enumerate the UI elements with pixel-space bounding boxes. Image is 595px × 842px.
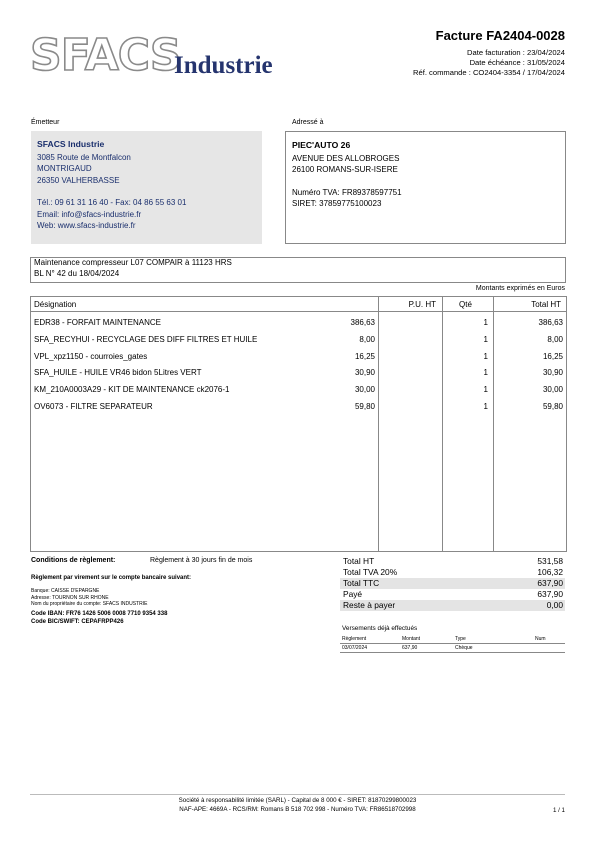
logo-sfacs-text: SFACS	[30, 30, 181, 81]
table-cell-qte: 1	[483, 351, 488, 361]
emitter-web[interactable]: Web: www.sfacs-industrie.fr	[37, 221, 136, 231]
recipient-tva: Numéro TVA: FR89378597751	[292, 187, 402, 197]
column-divider	[378, 297, 379, 551]
recipient-box	[285, 131, 566, 244]
payments-table	[340, 635, 565, 653]
payments-header-num: Num	[535, 636, 546, 642]
table-cell-total: 30,00	[542, 385, 563, 395]
payments-title: Versements déjà effectués	[342, 625, 418, 632]
table-header	[31, 297, 566, 312]
totals-row	[340, 589, 565, 600]
emitter-box	[31, 131, 262, 244]
payments-cell-type: Chèque	[455, 645, 473, 651]
company-logo	[30, 30, 290, 86]
table-cell-total: 386,63	[538, 318, 563, 327]
payments-cell-reglement: 03/07/2024	[342, 645, 368, 651]
emitter-address3: 26350 VALHERBASSE	[37, 175, 120, 185]
table-cell-qte: 1	[483, 368, 488, 378]
invoice-title: Facture FA2404-0028	[435, 28, 565, 43]
column-divider	[442, 297, 443, 551]
totals-value: 106,32	[537, 567, 563, 577]
date-echeance: Date échéance : 31/05/2024	[469, 58, 565, 67]
logo-industrie-text: Industrie	[174, 52, 273, 79]
date-facturation: Date facturation : 23/04/2024	[467, 48, 565, 57]
emitter-address1: 3085 Route de Montfalcon	[37, 153, 131, 162]
table-cell-total: 16,25	[542, 351, 563, 361]
header-pu: P.U. HT	[408, 300, 436, 309]
table-cell-total: 59,80	[542, 402, 563, 411]
header-qte: Qté	[459, 300, 472, 309]
iban: Code IBAN: FR76 1426 5006 0008 7710 9354 338	[31, 611, 168, 617]
totals-row	[340, 567, 565, 578]
payments-header-reglement: Règlement	[342, 636, 367, 642]
emitter-label: Émetteur	[31, 119, 60, 126]
table-cell-designation: VPL_xpz1150 - courroies_gates	[34, 351, 148, 361]
bank-details	[31, 588, 147, 608]
table-cell-pu: 386,63	[350, 318, 375, 327]
totals-row	[340, 556, 565, 567]
emitter-email[interactable]: Email: info@sfacs-industrie.fr	[37, 209, 142, 219]
totals-row	[340, 578, 565, 589]
payments-body	[340, 644, 565, 652]
recipient-siret: SIRET: 37859775100023	[292, 199, 382, 209]
emitter-address2: MONTRIGAUD	[37, 164, 92, 174]
footer-line2: NAF-APE: 4669A - RCS/RM: Romans B 518 702 998 - Numéro TVA: FR86518702998	[179, 806, 416, 813]
header-designation: Désignation	[34, 300, 77, 309]
totals-row	[340, 600, 565, 611]
bank-address: Adresse: TOURNON SUR RHONE	[31, 594, 109, 601]
emitter-phone: Tél.: 09 61 31 16 40 - Fax: 04 86 55 63 01	[37, 198, 187, 208]
totals-value: 637,90	[537, 589, 563, 599]
conditions-label: Conditions de règlement:	[31, 557, 116, 564]
table-cell-qte: 1	[483, 318, 488, 327]
table-cell-pu: 59,80	[354, 402, 375, 411]
totals-table	[340, 556, 565, 611]
totals-label: Total TTC	[343, 578, 380, 588]
bank-codes	[31, 610, 167, 626]
currency-note: Montants exprimés en Euros	[475, 285, 565, 292]
totals-label: Payé	[343, 589, 363, 599]
table-cell-designation: SFA_RECYHUI - RECYCLAGE DES DIFF FILTRES ET HUILE	[34, 334, 258, 344]
maintenance-line1: Maintenance compresseur L07 COMPAIR à 11123 HRS	[34, 258, 232, 267]
virement-label: Règlement par virement sur le compte bancaire suivant:	[31, 575, 192, 581]
payments-row	[340, 644, 565, 652]
items-table	[30, 296, 567, 552]
table-cell-qte: 1	[483, 334, 488, 344]
table-cell-designation: KM_210A0003A29 - KIT DE MAINTENANCE ck2076-1	[34, 385, 230, 395]
table-cell-designation: SFA_HUILE - HUILE VR46 bidon 5Litres VERT	[34, 368, 202, 378]
table-cell-pu: 30,00	[354, 385, 375, 395]
recipient-name: PIEC'AUTO 26	[292, 140, 351, 150]
payments-header	[340, 635, 565, 644]
maintenance-line2: BL N° 42 du 18/04/2024	[34, 268, 120, 278]
table-cell-pu: 16,25	[354, 351, 375, 361]
totals-label: Total HT	[343, 556, 375, 566]
totals-value: 0,00	[546, 600, 563, 610]
payments-cell-montant: 637,90	[402, 645, 418, 651]
recipient-address2: 26100 ROMANS-SUR-ISERE	[292, 165, 398, 175]
ref-commande: Réf. commande : CO2404-3354 / 17/04/2024	[413, 68, 565, 77]
payments-header-type: Type	[455, 636, 466, 642]
footer-divider	[30, 794, 565, 795]
conditions-value: Règlement à 30 jours fin de mois	[150, 557, 253, 564]
table-cell-qte: 1	[483, 402, 488, 411]
totals-label: Total TVA 20%	[343, 567, 398, 577]
invoice-meta	[413, 48, 565, 78]
maintenance-note	[30, 257, 566, 283]
recipient-address1: AVENUE DES ALLOBROGES	[292, 154, 400, 163]
bic: Code BIC/SWIFT: CEPAFRPP426	[31, 619, 124, 625]
header-total: Total HT	[531, 300, 561, 309]
totals-value: 531,58	[537, 556, 563, 566]
totals-label: Reste à payer	[343, 600, 396, 610]
recipient-label: Adressé à	[292, 119, 324, 126]
table-cell-designation: OV6073 - FILTRE SEPARATEUR	[34, 402, 153, 411]
table-cell-qte: 1	[483, 385, 488, 395]
column-divider	[493, 297, 494, 551]
account-owner: Nom du propriétaire du compte: SFACS INDUSTRIE	[31, 601, 148, 607]
table-cell-pu: 8,00	[359, 334, 375, 344]
bank-name: Banque: CAISSE D'EPARGNE	[31, 588, 100, 594]
emitter-name: SFACS Industrie	[37, 139, 105, 149]
page-number: 1 / 1	[552, 807, 565, 814]
payments-header-montant: Montant	[402, 636, 421, 642]
table-cell-total: 8,00	[547, 334, 563, 344]
table-cell-pu: 30,90	[354, 368, 375, 378]
table-cell-designation: EDR38 - FORFAIT MAINTENANCE	[34, 318, 161, 327]
table-cell-total: 30,90	[542, 368, 563, 378]
footer-line1: Société à responsabilité limitée (SARL) - Capital de 8 000 € - SIRET: 81870299800023	[178, 797, 417, 804]
totals-value: 637,90	[537, 578, 563, 588]
